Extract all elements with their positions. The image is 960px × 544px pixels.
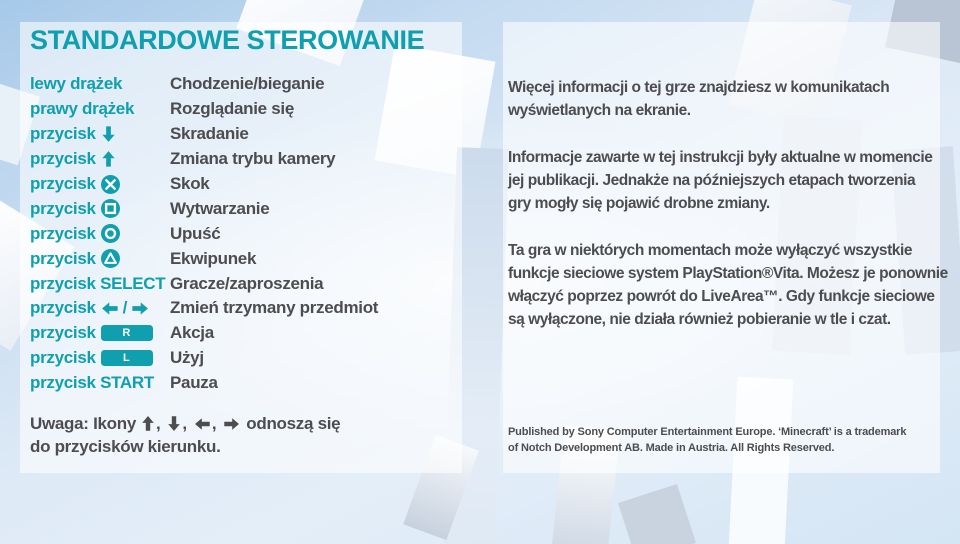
control-row-right-stick (30, 97, 450, 122)
arrow-down-icon (101, 125, 116, 143)
arrow-up-icon (141, 415, 155, 432)
control-desc: Skok (170, 174, 210, 193)
info-column (508, 76, 948, 355)
dpad-note (30, 412, 450, 458)
arrow-left-icon (194, 417, 211, 431)
note-separator: , (211, 414, 217, 433)
control-label: prawy drążek (30, 99, 135, 119)
note-text: do przycisków kierunku. (30, 437, 221, 456)
control-label: lewy drążek (30, 74, 123, 94)
control-desc: Akcja (170, 323, 214, 343)
slash-separator: / (122, 298, 128, 318)
control-row-cross (30, 172, 450, 197)
arrow-right-icon (131, 301, 149, 316)
control-row-triangle (30, 246, 450, 271)
control-desc: Użyj (170, 348, 204, 368)
control-label: przycisk (30, 248, 96, 268)
triangle-button-icon (101, 249, 120, 268)
control-row-left-stick (30, 72, 450, 97)
arrow-right-icon (223, 417, 240, 431)
control-desc: Gracze/zaproszenia (170, 273, 324, 293)
arrow-left-icon (101, 301, 119, 316)
background-block (618, 484, 696, 544)
note-separator: , (155, 414, 161, 433)
note-text: odnoszą się (246, 414, 341, 433)
info-paragraph: Więcej informacji o tej grze znajdziesz w komunikatach wyświetlanych na ekranie. (508, 79, 890, 119)
cross-button-icon (101, 175, 120, 194)
control-row-circle (30, 221, 450, 246)
control-row-up (30, 147, 450, 172)
control-label: przycisk (30, 124, 96, 144)
control-label: przycisk (30, 198, 96, 218)
control-desc: Pauza (170, 373, 218, 393)
control-label: przycisk (30, 348, 96, 368)
control-row-left-right (30, 296, 450, 321)
circle-button-icon (101, 224, 120, 243)
control-label: przycisk (30, 323, 96, 343)
l-shoulder-button-icon: L (101, 350, 153, 366)
arrow-up-icon (101, 150, 116, 168)
control-row-r (30, 321, 450, 346)
control-label: przycisk (30, 149, 96, 169)
control-label: przycisk (30, 298, 96, 318)
control-row-l (30, 346, 450, 371)
control-desc: Zmień trzymany przedmiot (170, 298, 379, 318)
control-desc: Rozglądanie się (170, 99, 294, 119)
legal-text: Published by Sony Computer Entertainment Europe. ‘Minecraft’ is a trademark of Notch Development AB. Made in Austria. All Rights Reserved. (508, 426, 907, 454)
arrow-down-icon (167, 415, 181, 432)
control-row-down (30, 122, 450, 147)
controls-list (30, 72, 450, 396)
control-desc: Wytwarzanie (170, 198, 270, 218)
page-title: STANDARDOWE STEROWANIE (30, 25, 425, 55)
info-paragraph: Ta gra w niektórych momentach może wyłączyć wszystkie funkcje sieciowe system PlayStation®Vita. Możesz je ponownie włączyć poprzez powrót do LiveArea™. Gdy funkcje sieciowe są wyłączone, nie działa również pobieranie w tle i czat. (508, 242, 948, 328)
note-text: Uwaga: Ikony (30, 414, 136, 433)
control-row-select (30, 271, 450, 296)
note-separator: , (182, 414, 187, 433)
control-row-start (30, 371, 450, 396)
control-label: przycisk (30, 174, 96, 193)
square-button-icon (101, 199, 120, 218)
control-label: przycisk SELECT (30, 273, 166, 293)
r-shoulder-button-icon: R (101, 325, 153, 341)
control-desc: Skradanie (170, 124, 249, 144)
control-desc: Upuść (170, 223, 221, 243)
info-paragraph: Informacje zawarte w tej instrukcji były aktualne w momencie jej publikacji. Jednakże na późniejszych etapach tworzenia gry mogły się pojawić drobne zmiany. (508, 149, 933, 212)
control-label: przycisk START (30, 373, 154, 393)
control-desc: Zmiana trybu kamery (170, 149, 336, 169)
control-label: przycisk (30, 223, 96, 243)
control-desc: Ekwipunek (170, 248, 257, 268)
control-desc: Chodzenie/bieganie (170, 74, 325, 94)
control-row-square (30, 196, 450, 221)
